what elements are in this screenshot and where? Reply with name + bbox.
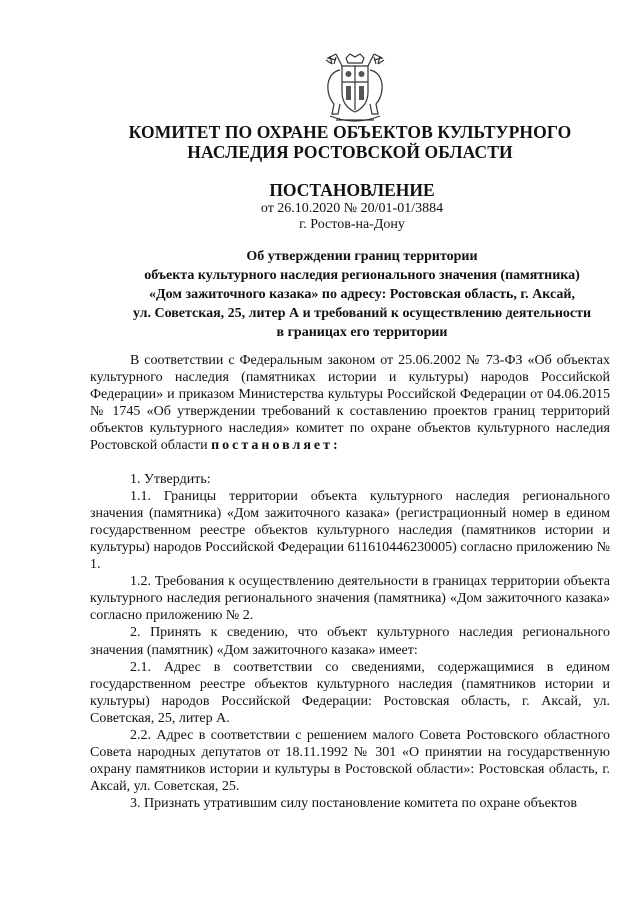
item-2: 2. Принять к сведению, что объект культурного наследия регионального значения (памятник) «Дом зажиточного казака» имеет:: [90, 625, 610, 658]
item-1: 1. Утвердить:: [130, 471, 211, 487]
decree-date-number: от 26.10.2020 № 20/01-01/3884: [260, 201, 444, 216]
item-1-1: 1.1. Границы территории объекта культурного наследия регионального значения (памятника) «Дом зажиточного казака» (регистрационный номер в едином государственном реестре объектов культурного наследия (памятников истории и культуры) народов Российской Федерации 611610446230005) согласно приложению № 1.: [90, 488, 610, 573]
subject-line: «Дом зажиточного казака» по адресу: Ростовская область, г. Аксай,: [149, 287, 575, 302]
subject-line: в границах его территории: [276, 325, 448, 340]
decree-city: г. Ростов-на-Дону: [299, 217, 405, 232]
decree-title: ПОСТАНОВЛЕНИЕ: [269, 180, 435, 200]
resolves-word: постановляет:: [211, 438, 341, 454]
decree-subject: [92, 247, 632, 342]
item-1-2: 1.2. Требования к осуществлению деятельности в границах территории объекта культурного наследия регионального значения (памятника) «Дом зажиточного казака» согласно приложению № 2.: [90, 574, 610, 624]
preamble-text: В соответствии с Федеральным законом от 25.06.2002 № 73-ФЗ «Об объектах культурного наследия (памятниках истории и культуры) народов Российской Федерации» и приказом Министерства культуры Российской Федерации от 04.06.2015 № 1745 «Об утверждении требований к составлению проектов границ территорий объектов культурного наследия» комитет по охране объектов культурного наследия Ростовской области: [90, 353, 610, 454]
item-2-2: 2.2. Адрес в соответствии с решением малого Совета Ростовского областного Совета народных депутатов от 18.11.1992 № 301 «О принятии на государственную охрану памятников истории и культуры в Ростовской области»: Ростовская область, г. Аксай, ул. Советская, 25.: [90, 727, 610, 795]
decree-body: [90, 352, 610, 812]
committee-line-1: КОМИТЕТ ПО ОХРАНЕ ОБЪЕКТОВ КУЛЬТУРНОГО: [128, 122, 572, 142]
subject-line: Об утверждении границ территории: [246, 249, 478, 264]
preamble-paragraph: [90, 352, 610, 455]
item-2-1: 2.1. Адрес в соответствии со сведениями, содержащимися в едином государственном реестре объектов культурного наследия (памятников истории и культуры) народов Российской Федерации: Ростовская область, г. Аксай, ул. Советская, 25, литер А.: [90, 659, 610, 726]
coat-of-arms-icon: [322, 52, 388, 126]
committee-name: [60, 122, 640, 162]
committee-line-2: НАСЛЕДИЯ РОСТОВСКОЙ ОБЛАСТИ: [187, 142, 513, 162]
subject-line: объекта культурного наследия регионального значения (памятника): [144, 268, 580, 283]
subject-line: ул. Советская, 25, литер А и требований к осуществлению деятельности: [132, 306, 592, 321]
item-3: 3. Признать утратившим силу постановление комитета по охране объектов: [130, 796, 578, 812]
